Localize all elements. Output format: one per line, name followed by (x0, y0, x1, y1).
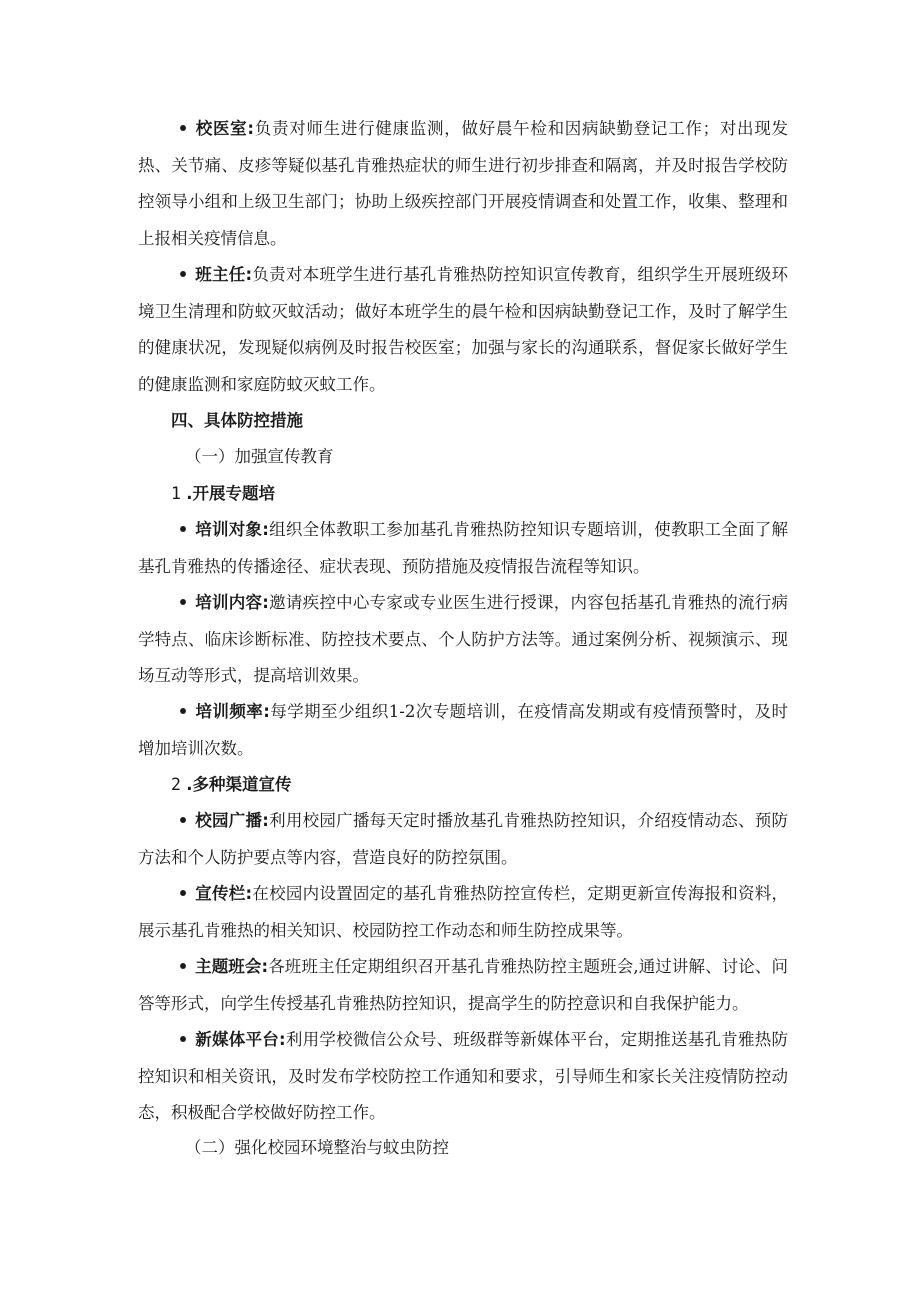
heading-title: .开展专题培 (186, 484, 275, 503)
paragraph-training-frequency (138, 694, 788, 767)
paragraph-head-teacher (138, 257, 788, 403)
bullet-icon: • (177, 593, 189, 612)
numbered-heading (171, 476, 275, 513)
bullet-icon: • (177, 1030, 189, 1049)
numbered-heading (171, 767, 291, 804)
bullet-icon: • (177, 884, 189, 903)
paragraph-new-media (138, 1022, 788, 1132)
bullet-icon: • (177, 957, 189, 976)
paragraph-text: 在校园内设置固定的基孔肯雅热防控宣传栏，定期更新宣传海报和资料，展示基孔肯雅热的相关知识、校园防控工作动态和师生防控成果等。 (138, 884, 788, 940)
paragraph-text: 每学期至少组织1-2次专题培训，在疫情高发期或有疫情预警时，及时增加培训次数。 (138, 702, 788, 758)
paragraph-training-content (138, 585, 788, 695)
paragraph-text: 负责对本班学生进行基孔肯雅热防控知识宣传教育，组织学生开展班级环境卫生清理和防蚊灭蚊活动；做好本班学生的晨午检和因病缺勤登记工作，及时了解学生的健康状况，发现疑似病例及时报告校医室；加强与家长的沟通联系，督促家长做好学生的健康监测和家庭防蚊灭蚊工作。 (138, 265, 788, 394)
paragraph-key: 培训内容: (195, 593, 269, 612)
paragraph-key: 宣传栏: (195, 884, 253, 903)
paragraph-key: 班主任: (195, 265, 253, 284)
paragraph-key: 培训对象: (195, 520, 269, 539)
subsection-heading: （一）加强宣传教育 (185, 447, 334, 466)
paragraph-text: 利用校园广播每天定时播放基孔肯雅热防控知识，介绍疫情动态、预防方法和个人防护要点等内容，营造良好的防控氛围。 (138, 811, 788, 867)
paragraph-bulletin-board (138, 876, 788, 949)
paragraph-key: 新媒体平台: (195, 1030, 286, 1049)
paragraph-key: 主题班会: (195, 957, 269, 976)
paragraph-text: 各班班主任定期组织召开基孔肯雅热防控主题班会,通过讲解、讨论、问答等形式，向学生传授基孔肯雅热防控知识，提高学生的防控意识和自我保护能力。 (138, 957, 788, 1013)
paragraph-text: 负责对师生进行健康监测，做好晨午检和因病缺勤登记工作；对出现发热、关节痛、皮疹等疑似基孔肯雅热症状的师生进行初步排查和隔离，并及时报告学校防控领导小组和上级卫生部门；协助上级疾控部门开展疫情调查和处置工作，收集、整理和上报相关疫情信息。 (138, 119, 789, 248)
paragraph-key: 培训频率: (195, 702, 270, 721)
bullet-icon: • (177, 265, 189, 284)
bullet-icon: • (177, 520, 189, 539)
paragraph-key: 校医室: (195, 119, 255, 138)
paragraph-text: 邀请疾控中心专家或专业医生进行授课，内容包括基孔肯雅热的流行病学特点、临床诊断标准、防控技术要点、个人防护方法等。通过案例分析、视频演示、现场互动等形式，提高培训效果。 (138, 593, 788, 685)
paragraph-text: 组织全体教职工参加基孔肯雅热防控知识专题培训，使教职工全面了解基孔肯雅热的传播途径、症状表现、预防措施及疫情报告流程等知识。 (138, 520, 788, 576)
heading-number: 2 (171, 775, 181, 794)
paragraph-campus-broadcast (138, 803, 788, 876)
heading-title: .多种渠道宣传 (186, 775, 292, 794)
bullet-icon: • (177, 811, 189, 830)
paragraph-school-clinic (138, 111, 788, 257)
bullet-icon: • (177, 702, 189, 721)
bullet-icon: • (177, 119, 189, 138)
subsection-heading: （二）强化校园环境整治与蚊虫防控 (185, 1138, 449, 1157)
heading-number: 1 (171, 484, 181, 503)
paragraph-training-target (138, 512, 788, 585)
paragraph-key: 校园广播: (195, 811, 269, 830)
paragraph-class-meeting (138, 949, 788, 1022)
paragraph-text: 利用学校微信公众号、班级群等新媒体平台，定期推送基孔肯雅热防控知识和相关资讯，及时发布学校防控工作通知和要求，引导师生和家长关注疫情防控动态，积极配合学校做好防控工作。 (138, 1030, 789, 1122)
section-heading: 四、具体防控措施 (171, 411, 303, 430)
